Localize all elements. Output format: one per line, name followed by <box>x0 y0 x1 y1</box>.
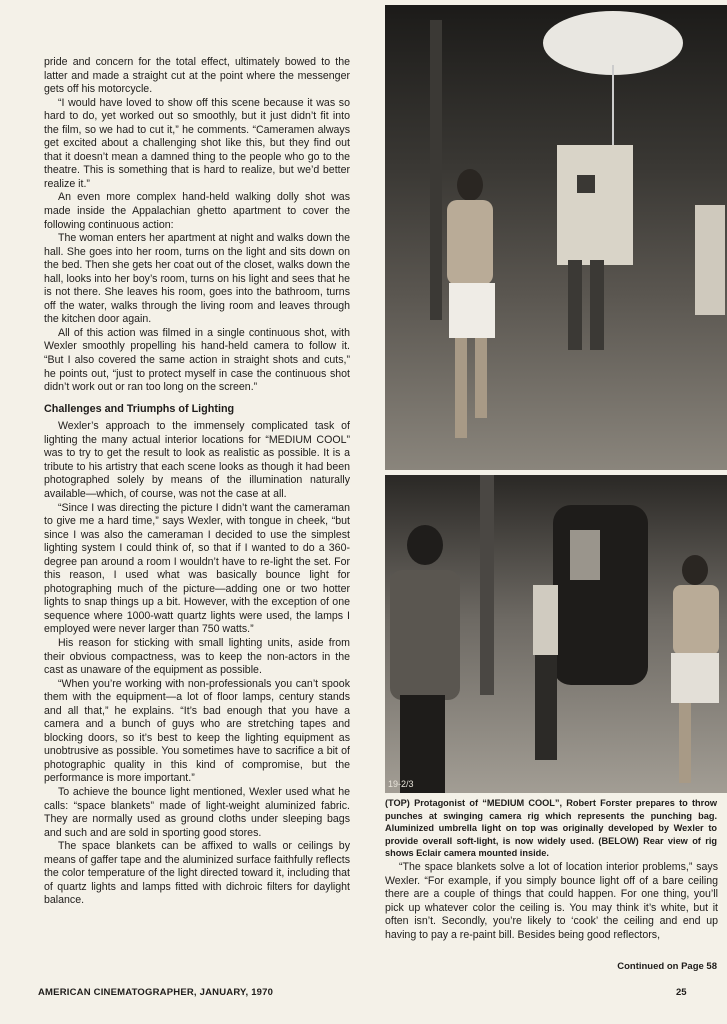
footer-publication: AMERICAN CINEMATOGRAPHER, JANUARY, 1970 <box>38 987 274 998</box>
paragraph: “I would have loved to show off this scene because it was so hard to do, yet worked out so smoothly, but it just didn’t fit into the film, so we had to cut it,” he comments. “Cameramen always get excited about a challenging shot like this, but they find out that it doesn’t mean a damned thing to the people who go to the theatre. This is something that is hard to realize, but we’d better realize it.” <box>44 96 350 190</box>
paragraph: The space blankets can be affixed to walls or ceilings by means of gaffer tape and the aluminized surface faithfully reflects the color temperature of the light directed toward it, including that of quartz lights and lamps fitted with dichroic filters for daylight balance. <box>44 840 350 907</box>
paragraph: The woman enters her apartment at night and walks down the hall. She goes into her room, turns on the light and sits down on the bed. Then she gets her coat out of the closet, walks down the hall, looks into her boy’s room, turns on his light and sees that he is not there. She leaves his room, goes into the bathroom, turns off the water, walks through the living room and leaves through the kitchen door again. <box>44 232 350 326</box>
paragraph: pride and concern for the total effect, ultimately bowed to the latter and made a straight cut at the point where the messenger gets off his motorcycle. <box>44 56 350 96</box>
left-column <box>44 56 350 908</box>
photo-stamp: 19-2/3 <box>388 779 414 789</box>
photo-bottom-rear-view-rig <box>385 475 727 793</box>
section-heading: Challenges and Triumphs of Lighting <box>44 402 235 415</box>
paragraph: “When you’re working with non-professionals you can’t spook them with the equipment—a lot of floor lamps, century stands and all that,” he explains. “It’s bad enough that you have a camera and a bunch of guys who are stretching tapes and blocking doors, so it’s best to keep the lighting equipment as unobtrusive as possible. You sometimes have to sacrifice a bit of photographic quality in this kind of compromise, but the performance is more important.” <box>44 677 350 785</box>
paragraph: “The space blankets solve a lot of location interior problems,” says Wexler. “For example, if you simply bounce light off of a bare ceiling there are a couple of things that could happen. For one thing, you’ll pick up whatever color the ceiling is. You may think it’s white, but it often isn’t. Secondly, you’re likely to ‘cook’ the ceiling and end up having to pay a re-paint bill. Besides being good reflectors, <box>385 861 718 941</box>
paragraph: “Since I was directing the picture I didn’t want the cameraman to give me a hard time,” says Wexler, with tongue in cheek, “but since I was also the cameraman I decided to use the simplest lighting system I could think of, so that if I wanted to do a 360-degree pan around a room I wouldn’t have to re-light the set. For this reason, I used what was basically bounce light for photographing much of the picture—adding one or two hotter lights to snap things up a bit. However, with the exception of one sequence where 1000-watt quartz lights were used, the lamps I employed were never larger than 750 watts.” <box>44 501 350 636</box>
paragraph: Wexler’s approach to the immensely complicated task of lighting the many actual interior locations for “MEDIUM COOL” was to try to get the result to look as realistic as possible. It is a tribute to his artistry that each scene looks as though it had been photographed solely by means of the illumination naturally available—which, of course, was not the case at all. <box>44 420 350 500</box>
photo-top-boxer-and-rig <box>385 5 727 470</box>
paragraph: All of this action was filmed in a single continuous shot, with Wexler smoothly propelling his hand-held camera to follow it. “But I also covered the same action in straight shots and cuts,” he points out, “just to protect myself in case the continuous shot didn’t work out or ran too long on the screen.” <box>44 326 350 394</box>
right-column <box>385 861 718 942</box>
page-number: 25 <box>676 987 687 998</box>
continued-notice: Continued on Page 58 <box>617 961 717 972</box>
paragraph: To achieve the bounce light mentioned, Wexler used what he calls: “space blankets” made of light-weight aluminized fabric. They are normally used as ground cloths under sleeping bags and such and are sold in sporting good stores. <box>44 785 350 839</box>
paragraph: His reason for sticking with small lighting units, aside from their obvious compactness, was to keep the non-actors in the cast as unaware of the equipment as possible. <box>44 636 350 677</box>
paragraph: An even more complex hand-held walking dolly shot was made inside the Appalachian ghetto apartment to cover the following continuous action: <box>44 191 350 231</box>
photo-caption: (TOP) Protagonist of “MEDIUM COOL”, Robert Forster prepares to throw punches at swinging camera rig which represents the punching bag. Aluminized umbrella light on top was originally developed by Wexler to provide overall soft-light, is now widely used. (BELOW) Rear view of rig shows Eclair camera mounted inside. <box>385 798 717 858</box>
